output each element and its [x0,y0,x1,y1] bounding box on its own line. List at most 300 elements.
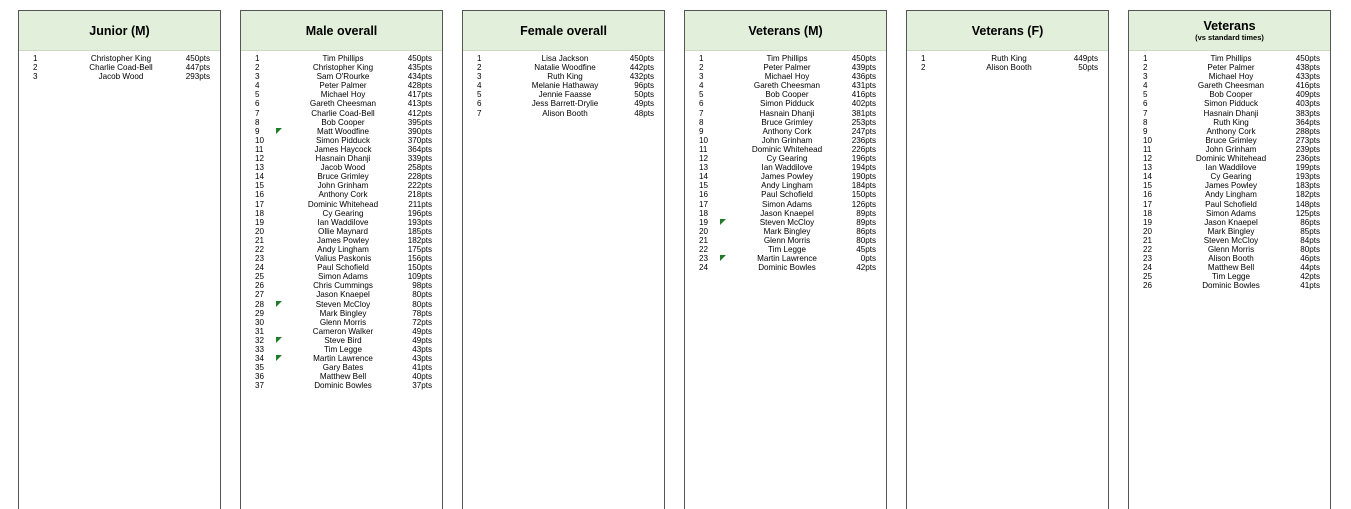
athlete-name: Matthew Bell [319,372,367,382]
points-value: 416pts [851,90,876,100]
rank-number: 27 [255,290,265,300]
points-value: 182pts [1295,190,1320,200]
athlete-name: Glenn Morris [1207,244,1255,254]
points-value: 37pts [412,381,432,391]
panel-title: Veterans (M) [748,23,823,38]
rank-number: 23 [699,254,709,264]
rank-number: 12 [699,154,709,164]
table-row [241,99,442,108]
rank-number: 6 [255,99,260,109]
rank-number: 3 [1143,72,1148,82]
table-row [907,54,1108,63]
table-row [685,109,886,118]
athlete-name: Andy Lingham [1205,190,1257,200]
rank-number: 31 [255,326,265,336]
points-value: 433pts [1295,72,1320,82]
table-row [685,99,886,108]
table-row [241,218,442,227]
table-row [1129,72,1330,81]
table-row [1129,172,1330,181]
rank-number: 21 [699,235,709,245]
rank-number: 34 [255,354,265,364]
table-row [685,190,886,199]
table-row [1129,81,1330,90]
panel-veterans-f [906,10,1109,509]
rank-number: 1 [33,54,38,63]
panel-title: Female overall [520,23,607,38]
table-row [685,145,886,154]
athlete-name: Paul Schofield [317,263,369,273]
athlete-name: Hasnain Dhanji [1203,108,1259,118]
points-value: 447pts [185,63,210,73]
athlete-name: Bob Cooper [321,117,365,127]
points-value: 80pts [856,235,876,245]
points-value: 442pts [629,63,654,73]
table-row [241,209,442,218]
points-value: 258pts [407,163,432,173]
points-value: 432pts [629,72,654,82]
points-value: 183pts [1295,181,1320,191]
points-value: 236pts [1295,154,1320,164]
rank-number: 8 [1143,117,1148,127]
rank-number: 13 [255,163,265,173]
athlete-name: Glenn Morris [319,317,367,327]
points-value: 109pts [407,272,432,282]
points-value: 228pts [407,172,432,182]
rank-number: 23 [1143,254,1153,264]
table-row [685,227,886,236]
athlete-name: Jason Knaepel [1204,217,1258,227]
rank-number: 7 [255,108,260,118]
athlete-name: Steven McCloy [1203,235,1259,245]
table-row [463,72,664,81]
points-value: 175pts [407,244,432,254]
table-row [685,172,886,181]
athlete-name: Tim Phillips [1210,54,1252,63]
rank-number: 33 [255,345,265,354]
points-value: 48pts [634,108,654,118]
points-value: 80pts [1300,244,1320,254]
athlete-name: Valius Paskonis [314,254,372,264]
points-value: 44pts [1300,263,1320,273]
rank-number: 19 [1143,217,1153,227]
table-row [1129,190,1330,199]
athlete-name: Simon Adams [1206,208,1256,218]
table-row [1129,181,1330,190]
table-row [1129,236,1330,245]
panel-header [907,11,1108,51]
athlete-name: Tim Legge [768,244,806,254]
points-value: 450pts [407,54,432,63]
table-row [241,236,442,245]
table-row [19,54,220,63]
athlete-name: Anthony Cork [318,190,368,200]
rank-number: 7 [1143,108,1148,118]
athlete-name: Paul Schofield [1205,199,1257,209]
standings-list [463,51,664,118]
rank-number: 24 [1143,263,1153,273]
standings-list [685,51,886,272]
table-row [1129,218,1330,227]
table-row [241,90,442,99]
points-value: 196pts [407,208,432,218]
panel-title: Veterans [1203,19,1256,33]
points-value: 413pts [407,99,432,109]
rank-number: 4 [255,81,260,91]
panel-veterans-m [684,10,887,509]
athlete-name: Simon Adams [318,272,368,282]
points-value: 416pts [1295,81,1320,91]
rank-number: 5 [699,90,704,100]
rank-number: 25 [255,272,265,282]
rank-number: 3 [255,72,260,82]
points-value: 78pts [412,308,432,318]
athlete-name: Christopher King [90,54,152,63]
rank-number: 17 [255,199,265,209]
table-row [241,281,442,290]
athlete-name: Martin Lawrence [757,254,817,264]
points-value: 364pts [407,144,432,154]
rank-number: 35 [255,363,265,373]
table-row [1129,209,1330,218]
athlete-name: Paul Schofield [761,190,813,200]
points-value: 72pts [412,317,432,327]
table-row [241,172,442,181]
table-row [685,263,886,272]
athlete-name: Ian Waddilove [1205,163,1257,173]
athlete-name: Peter Palmer [1207,63,1255,73]
rank-number: 15 [255,181,265,191]
points-value: 370pts [407,135,432,145]
athlete-name: Simon Pidduck [1204,99,1258,109]
points-value: 253pts [851,117,876,127]
standings-list [907,51,1108,72]
athlete-name: Chris Cummings [313,281,373,291]
table-row [241,109,442,118]
table-row [241,272,442,281]
athlete-name: Ruth King [547,72,583,82]
rank-number: 16 [1143,190,1153,200]
athlete-name: John Grinham [317,181,369,191]
table-row [241,354,442,363]
points-value: 409pts [1295,90,1320,100]
rank-number: 13 [699,163,709,173]
athlete-name: Simon Adams [762,199,812,209]
rank-number: 3 [699,72,704,82]
athlete-name: Melanie Hathaway [531,81,599,91]
rank-number: 24 [255,263,265,273]
rank-number: 10 [255,135,265,145]
athlete-name: Bruce Grimley [761,117,813,127]
table-row [685,254,886,263]
athlete-name: Ruth King [991,54,1027,63]
points-value: 403pts [1295,99,1320,109]
athlete-name: Gareth Cheesman [753,81,821,91]
rank-number: 19 [255,217,265,227]
table-row [241,227,442,236]
athlete-name: Dominic Whitehead [751,144,823,154]
points-value: 96pts [634,81,654,91]
rank-number: 4 [477,81,482,91]
table-row [241,127,442,136]
athlete-name: Cameron Walker [312,326,374,336]
table-row [685,63,886,72]
athlete-name: Tim Legge [1212,272,1250,282]
points-value: 50pts [1078,63,1098,73]
rank-number: 22 [699,244,709,254]
table-row [241,81,442,90]
panel-header [19,11,220,51]
standings-list [19,51,220,81]
table-row [241,363,442,372]
points-value: 49pts [634,99,654,109]
standings-list [1129,51,1330,290]
athlete-name: Matt Woodfine [316,126,370,136]
table-row [241,327,442,336]
rank-number: 17 [699,199,709,209]
athlete-name: James Powley [760,172,814,182]
athlete-name: Dominic Bowles [758,263,816,273]
points-value: 434pts [407,72,432,82]
table-row [241,163,442,172]
points-value: 431pts [851,81,876,91]
rank-number: 8 [699,117,704,127]
points-value: 150pts [407,263,432,273]
rank-number: 9 [1143,126,1148,136]
table-row [241,200,442,209]
table-row [241,118,442,127]
rank-number: 16 [699,190,709,200]
points-value: 40pts [412,372,432,382]
points-value: 381pts [851,108,876,118]
table-row [685,54,886,63]
panel-male-overall [240,10,443,509]
rank-number: 1 [699,54,704,63]
points-value: 435pts [407,63,432,73]
rank-number: 5 [1143,90,1148,100]
rank-number: 18 [255,208,265,218]
athlete-name: James Haycock [314,144,372,154]
points-value: 45pts [856,244,876,254]
rank-number: 22 [1143,244,1153,254]
rank-number: 13 [1143,163,1153,173]
athlete-name: Simon Pidduck [760,99,814,109]
rank-number: 11 [699,144,708,154]
rank-number: 6 [477,99,482,109]
rank-number: 20 [1143,226,1153,236]
table-row [1129,245,1330,254]
points-value: 450pts [851,54,876,63]
points-value: 41pts [412,363,432,373]
rank-number: 29 [255,308,265,318]
points-value: 199pts [1295,163,1320,173]
athlete-name: Sam O'Rourke [316,72,370,82]
points-value: 46pts [1300,254,1320,264]
table-row [1129,145,1330,154]
athlete-name: Simon Pidduck [316,135,370,145]
athlete-name: John Grinham [1205,144,1257,154]
table-row [241,345,442,354]
points-value: 449pts [1073,54,1098,63]
points-value: 450pts [185,54,210,63]
points-value: 80pts [412,290,432,300]
table-row [241,290,442,299]
rank-number: 1 [1143,54,1148,63]
rank-number: 1 [477,54,482,63]
table-row [1129,90,1330,99]
athlete-name: Dominic Bowles [1202,281,1260,291]
table-row [463,63,664,72]
points-value: 41pts [1300,281,1320,291]
points-value: 98pts [412,281,432,291]
points-value: 211pts [408,199,432,209]
table-row [241,154,442,163]
athlete-name: Steve Bird [324,335,362,345]
athlete-name: Alison Booth [986,63,1032,73]
athlete-name: Mark Bingley [1207,226,1255,236]
athlete-name: Cy Gearing [322,208,364,218]
athlete-name: Dominic Bowles [314,381,372,391]
points-value: 193pts [407,217,432,227]
table-row [241,145,442,154]
athlete-name: Alison Booth [542,108,588,118]
table-row [685,200,886,209]
rank-number: 24 [699,263,709,273]
rank-number: 14 [255,172,265,182]
athlete-name: James Powley [316,235,370,245]
table-row [241,72,442,81]
athlete-name: Bob Cooper [765,90,809,100]
points-value: 239pts [1295,144,1320,154]
athlete-name: Martin Lawrence [313,354,373,364]
rank-number: 2 [699,63,704,73]
rank-number: 37 [255,381,265,391]
points-value: 148pts [1295,199,1320,209]
table-row [685,136,886,145]
points-value: 395pts [407,117,432,127]
rank-number: 2 [255,63,260,73]
athlete-name: Gareth Cheesman [309,99,377,109]
points-value: 80pts [412,299,432,309]
rank-number: 8 [255,117,260,127]
table-row [685,163,886,172]
points-value: 49pts [412,335,432,345]
athlete-name: Christopher King [312,63,374,73]
rank-number: 9 [255,126,260,136]
table-row [685,72,886,81]
athlete-name: Jacob Wood [320,163,366,173]
table-row [907,63,1108,72]
points-value: 184pts [851,181,876,191]
rank-number: 11 [255,144,264,154]
table-row [241,181,442,190]
table-row [241,63,442,72]
table-row [1129,154,1330,163]
rank-number: 20 [255,226,265,236]
panel-header [1129,11,1330,51]
rank-number: 21 [1143,235,1153,245]
table-row [241,190,442,199]
points-value: 42pts [856,263,876,273]
athlete-name: Ian Waddilove [761,163,813,173]
athlete-name: Ruth King [1213,117,1249,127]
rank-number: 26 [1143,281,1153,291]
athlete-name: Cy Gearing [766,154,808,164]
points-value: 247pts [851,126,876,136]
points-value: 339pts [407,154,432,164]
panel-title: Veterans (F) [971,23,1044,38]
table-row [241,263,442,272]
rank-number: 7 [699,108,704,118]
table-row [241,381,442,390]
table-row [1129,99,1330,108]
rank-number: 5 [255,90,260,100]
rank-number: 18 [699,208,709,218]
athlete-name: Peter Palmer [319,81,367,91]
table-row [1129,227,1330,236]
table-row [241,136,442,145]
athlete-name: Tim Phillips [766,54,808,63]
table-row [1129,272,1330,281]
points-value: 438pts [1295,63,1320,73]
rank-number: 11 [1143,144,1152,154]
rank-number: 12 [1143,154,1153,164]
points-value: 86pts [1300,217,1320,227]
athlete-name: Gary Bates [322,363,364,373]
rank-number: 4 [1143,81,1148,91]
rank-number: 26 [255,281,265,291]
rank-number: 30 [255,317,265,327]
athlete-name: Bob Cooper [1209,90,1253,100]
table-row [685,118,886,127]
rank-number: 21 [255,235,265,245]
panel-subtitle: (vs standard times) [1195,33,1264,42]
athlete-name: Steven McCloy [759,217,815,227]
table-row [1129,63,1330,72]
table-row [685,245,886,254]
table-row [463,99,664,108]
athlete-name: Jason Knaepel [760,208,814,218]
athlete-name: Hasnain Dhanji [759,108,815,118]
points-value: 193pts [1295,172,1320,182]
points-value: 182pts [407,235,432,245]
athlete-name: Bruce Grimley [317,172,369,182]
points-value: 218pts [407,190,432,200]
table-row [1129,281,1330,290]
athlete-name: James Powley [1204,181,1258,191]
standings-list [241,51,442,390]
rank-number: 18 [1143,208,1153,218]
rank-number: 7 [477,108,482,118]
points-value: 236pts [851,135,876,145]
table-row [1129,54,1330,63]
table-row [241,254,442,263]
athlete-name: Peter Palmer [763,63,811,73]
athlete-name: Anthony Cork [1206,126,1256,136]
rank-number: 1 [921,54,926,63]
athlete-name: Steven McCloy [315,299,371,309]
rank-number: 22 [255,244,265,254]
panel-veterans-standard-times [1128,10,1331,509]
athlete-name: Tim Phillips [322,54,364,63]
table-row [19,72,220,81]
athlete-name: Jason Knaepel [316,290,370,300]
rank-number: 10 [1143,135,1153,145]
rank-number: 9 [699,126,704,136]
panel-header [463,11,664,51]
athlete-name: Bruce Grimley [1205,135,1257,145]
rank-number: 36 [255,372,265,382]
